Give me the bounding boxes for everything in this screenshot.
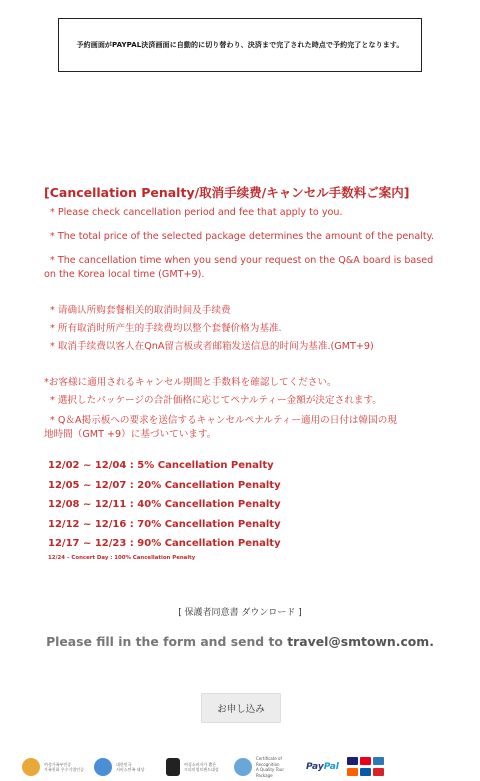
contact-email: travel@smtown.com.	[287, 634, 434, 649]
policy-ja-line: * 選択したパッケージの合計価格に応じてペナルティー金額が決定されます。	[50, 395, 382, 406]
policy-ja-line: * Q＆A掲示板への要求を送信するキャンセルペナルティー適用の日付は韓国の現	[50, 415, 397, 426]
premium-brand-badge-icon	[166, 758, 180, 776]
guardian-consent-download-link[interactable]: [ 保護者同意書 ダウンロード ]	[178, 608, 302, 618]
badge-line: 서비스만족 대상	[116, 767, 145, 772]
certification-badge	[94, 758, 156, 776]
policy-zh-line: * 所有取消时所产生的手续费均以整个套餐价格为基准.	[50, 323, 282, 334]
policy-title: [Cancellation Penalty/取消手续费/キャンセル手数料ご案内]	[44, 185, 410, 200]
discover-card-icon	[347, 768, 358, 776]
footer-certifications	[22, 756, 462, 778]
policy-en-line: * The cancellation time when you send your request on the Q&A board is based	[50, 255, 434, 266]
payment-cards	[347, 757, 384, 777]
penalty-row: 12/08 ~ 12/11 : 40% Cancellation Penalty	[48, 499, 281, 510]
paypal-logo	[306, 762, 339, 772]
notice-text: 予約画面がPAYPAL決済画面に自動的に切り替わり、決済まで完了された時点で予約完了となります。	[76, 41, 404, 49]
concert-day-penalty: 12/24 – Concert Day : 100% Cancellation Penalty	[48, 554, 196, 561]
paypal-logo-part: Pal	[323, 762, 339, 772]
policy-ja-line: 地時間（GMT +9）に基づいています。	[44, 429, 217, 440]
penalty-row: 12/05 ~ 12/07 : 20% Cancellation Penalty	[48, 479, 281, 491]
amex-card-icon	[373, 757, 384, 765]
badge-line: 프리미엄브랜드대상	[184, 767, 219, 772]
notice-box	[58, 18, 422, 72]
penalty-row: 12/02 ~ 12/04 : 5% Cancellation Penalty	[48, 460, 274, 471]
cancellation-policy	[44, 183, 444, 562]
fill-form-instruction	[0, 634, 480, 649]
policy-en-line: * Please check cancellation period and fee that apply to you.	[50, 207, 343, 218]
policy-en-line: on the Korea local time (GMT+9).	[44, 269, 205, 280]
certification-badge	[22, 758, 84, 776]
policy-en-line: * The total price of the selected package determines the amount of the penalty.	[50, 231, 435, 242]
badge-line: A Quality Tour Package	[256, 767, 284, 778]
policy-zh-line: * 取消手续费以客人在QnA留言板或者邮箱发送信息的时间为基准.(GMT+9)	[50, 341, 374, 352]
policy-ja-line: *お客様に適用されるキャンセル期間と手数料を確認してください。	[44, 377, 337, 388]
penalty-row: 12/12 ~ 12/16 : 70% Cancellation Penalty	[48, 518, 281, 530]
certification-badge	[166, 758, 224, 776]
apply-button[interactable]: お申し込み	[201, 693, 281, 723]
visa-card-icon	[347, 757, 358, 765]
unionpay-card-icon	[373, 768, 384, 776]
penalty-row: 12/17 ~ 12/23 : 90% Cancellation Penalty	[48, 538, 281, 549]
certification-badge	[234, 756, 296, 778]
service-award-badge-icon	[94, 758, 112, 776]
quality-tour-badge-icon	[234, 758, 252, 776]
fill-form-text: Please fill in the form and send to	[46, 634, 288, 649]
policy-zh-line: * 请确认所购套餐相关的取消时间及手续费	[50, 305, 231, 316]
badge-line: 여성가족부인증	[44, 761, 72, 767]
badge-line: 대한민국	[116, 761, 132, 767]
paypal-logo-part: Pay	[306, 762, 324, 772]
mastercard-icon	[360, 757, 371, 765]
family-friendly-badge-icon	[22, 758, 40, 776]
badge-line: 가족친화 우수기업인증	[44, 767, 84, 772]
jcb-card-icon	[360, 768, 371, 776]
badge-line: Certificate of Recognition	[256, 756, 282, 767]
badge-line: 여성소비자가 뽑은	[184, 761, 217, 767]
